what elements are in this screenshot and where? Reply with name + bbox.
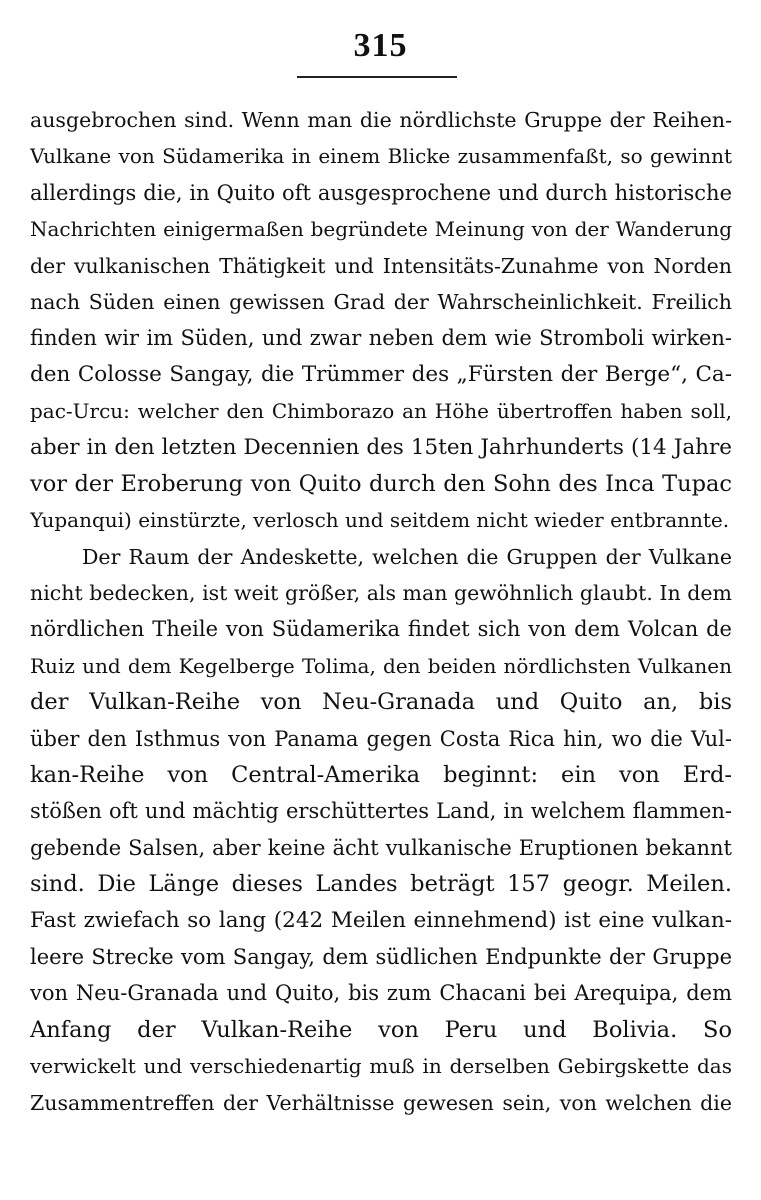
text-line: Nachrichten einigermaßen begründete Meinung von der Wanderung (30, 217, 732, 242)
page-number: 315 (353, 27, 408, 64)
text-line: Ruiz und dem Kegelberge Tolima, den beiden nördlichsten Vulkanen (30, 653, 732, 678)
text-line: kan-Reihe von Central-Amerika beginnt: ein von Erd- (30, 762, 732, 789)
text-line: finden wir im Süden, und zwar neben dem wie Stromboli wirken- (30, 326, 732, 351)
text-line: pac-Urcu: welcher den Chimborazo an Höhe übertroffen haben soll, (30, 399, 732, 424)
text-line: der vulkanischen Thätigkeit und Intensitäts-Zunahme von Norden (30, 253, 732, 278)
text-line: vor der Eroberung von Quito durch den Sohn des Inca Tupac (30, 470, 732, 497)
header-rule (297, 76, 457, 78)
text-line: nördlichen Theile von Südamerika findet sich von dem Volcan de (30, 617, 732, 642)
text-line: allerdings die, in Quito oft ausgesprochene und durch historische (30, 180, 732, 205)
text-line: der Vulkan-Reihe von Neu-Granada und Quito an, bis (30, 689, 732, 716)
text-line: sind. Die Länge dieses Landes beträgt 157 geogr. Meilen. (30, 871, 732, 898)
text-line: verwickelt und verschiedenartig muß in derselben Gebirgskette das (30, 1054, 732, 1079)
text-line: von Neu-Granada und Quito, bis zum Chacani bei Arequipa, dem (30, 981, 732, 1006)
body-text (30, 102, 732, 1121)
text-line: den Colosse Sangay, die Trümmer des „Fürsten der Berge“, Ca- (30, 361, 732, 387)
text-line: Zusammentreffen der Verhältnisse gewesen sein, von welchen die (30, 1090, 732, 1115)
text-line: gebende Salsen, aber keine ächt vulkanische Eruptionen bekannt (30, 835, 732, 860)
text-line: nicht bedecken, ist weit größer, als man gewöhnlich glaubt. In dem (30, 581, 732, 606)
text-line: Anfang der Vulkan-Reihe von Peru und Bolivia. So (30, 1016, 732, 1043)
text-line: Fast zwiefach so lang (242 Meilen einnehmend) ist eine vulkan- (30, 907, 732, 933)
text-line: ausgebrochen sind. Wenn man die nördlichste Gruppe der Reihen- (30, 108, 732, 132)
text-line: leere Strecke vom Sangay, dem südlichen Endpunkte der Gruppe (30, 944, 732, 969)
paragraph-end-line: Yupanqui) einstürzte, verlosch und seitdem nicht wieder entbrannte. (30, 508, 730, 533)
text-line: über den Isthmus von Panama gegen Costa Rica hin, wo die Vul- (30, 726, 732, 751)
text-line: aber in den letzten Decennien des 15ten Jahrhunderts (14 Jahre (30, 434, 732, 460)
text-line: Vulkane von Südamerika in einem Blicke zusammenfaßt, so gewinnt (30, 144, 732, 169)
paragraph-start-line: Der Raum der Andeskette, welchen die Gruppen der Vulkane (82, 544, 732, 569)
text-line: nach Süden einen gewissen Grad der Wahrscheinlichkeit. Freilich (30, 289, 732, 314)
text-line: stößen oft und mächtig erschüttertes Land, in welchem flammen- (30, 799, 732, 824)
